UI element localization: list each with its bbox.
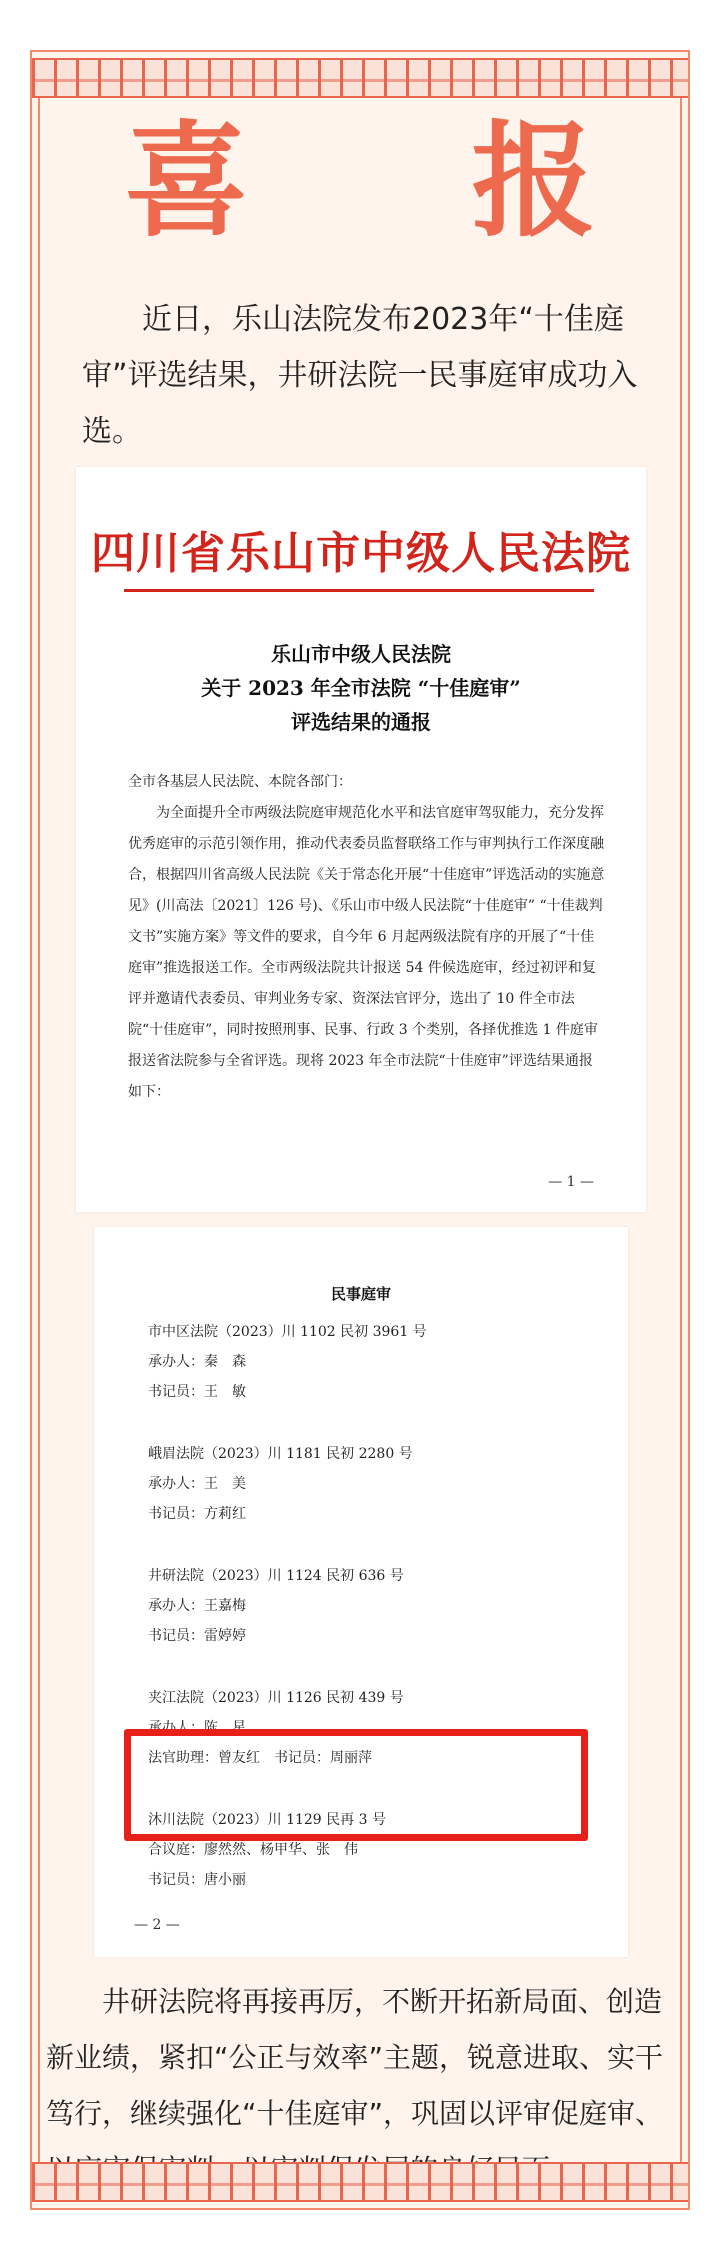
body-paragraph: 为全面提升全市两级法院庭审规范化水平和法官庭审驾驭能力，充分发挥优秀庭审的示范引领作用，推动代表委员监督联络工作与审判执行工作深度融合，根据四川省高级人民法院《关于常态化开展“十佳庭审”评选活动的实施意见》(川高法〔2021〕126 号)、《乐山市中级人民法院“十佳庭审” “十佳裁判文书”实施方案》等文件的要求，自今年 6 月起两级法院有序的开展了“十佳庭审”推选报送工作。全市两级法院共计报送 54 件候选庭审，经过初评和复评并邀请代表委员、审判业务专家、资深法官评分，选出了 10 件全市法院“十佳庭审”，同时按照刑事、民事、行政 3 个类别，各择优推选 1 件庭审报送省法院参与全省评选。现将 2023 年全市法院“十佳庭审”评选结果通报如下：	[128, 805, 605, 1100]
red-rule	[124, 589, 594, 592]
case-clerk: 书记员：王 敏	[148, 1384, 246, 1400]
case-entry	[148, 1439, 598, 1529]
case-clerk: 法官助理：曾友红 书记员：周丽萍	[148, 1750, 372, 1766]
notice-title-line: 关于 2023 年全市法院 “十佳庭审”	[201, 676, 521, 700]
court-name: 四川省乐山市中级人民法院	[91, 528, 631, 579]
page-number: — 1 —	[548, 1174, 594, 1190]
case-entry-highlighted	[148, 1561, 598, 1651]
case-clerk: 书记员：方莉红	[148, 1506, 246, 1522]
page-number: — 2 —	[134, 1917, 180, 1933]
salutation: 全市各基层人民法院、本院各部门：	[128, 774, 352, 790]
case-number: 市中区法院（2023）川 1102 民初 3961 号	[148, 1324, 427, 1340]
notice-title-line: 评选结果的通报	[291, 710, 431, 734]
intro-paragraph: 近日，乐山法院发布2023年“十佳庭审”评选结果，井研法院一民事庭审成功入选。	[82, 302, 638, 449]
document-page-2	[94, 1227, 628, 1957]
case-panel: 合议庭：廖然然、杨甲华、张 伟	[148, 1842, 358, 1858]
case-clerk: 书记员：唐小丽	[148, 1872, 246, 1888]
notice-title-line: 乐山市中级人民法院	[271, 642, 451, 666]
decorative-border-left	[38, 98, 40, 2162]
case-number: 峨眉法院（2023）川 1181 民初 2280 号	[148, 1446, 413, 1462]
case-judge: 承办人：陈 星	[148, 1720, 246, 1736]
poster	[30, 50, 690, 2210]
case-number: 夹江法院（2023）川 1126 民初 439 号	[148, 1690, 404, 1706]
case-entry	[148, 1317, 598, 1407]
case-clerk: 书记员：雷婷婷	[148, 1628, 246, 1644]
closing-paragraph: 井研法院将再接再厉，不断开拓新局面、创造新业绩，紧扣“公正与效率”主题，锐意进取、实干笃行，继续强化“十佳庭审”，巩固以评审促庭审、	[46, 1985, 664, 2130]
headline: 喜 报	[124, 110, 686, 254]
case-number: 沐川法院（2023）川 1129 民再 3 号	[148, 1812, 386, 1828]
decorative-border-bottom	[32, 2162, 688, 2202]
case-judge: 承办人：秦 森	[148, 1354, 246, 1370]
case-judge: 承办人：王 美	[148, 1476, 246, 1492]
notice-body	[128, 767, 606, 1108]
highlight-box	[124, 1729, 588, 1841]
case-judge: 承办人：王嘉梅	[148, 1598, 246, 1614]
category-title: 民事庭审	[330, 1285, 391, 1303]
document-page-1	[76, 467, 646, 1212]
case-number: 井研法院（2023）川 1124 民初 636 号	[148, 1568, 404, 1584]
decorative-border-top	[32, 58, 688, 98]
notice-title	[76, 637, 646, 739]
decorative-border-right	[680, 98, 682, 2162]
